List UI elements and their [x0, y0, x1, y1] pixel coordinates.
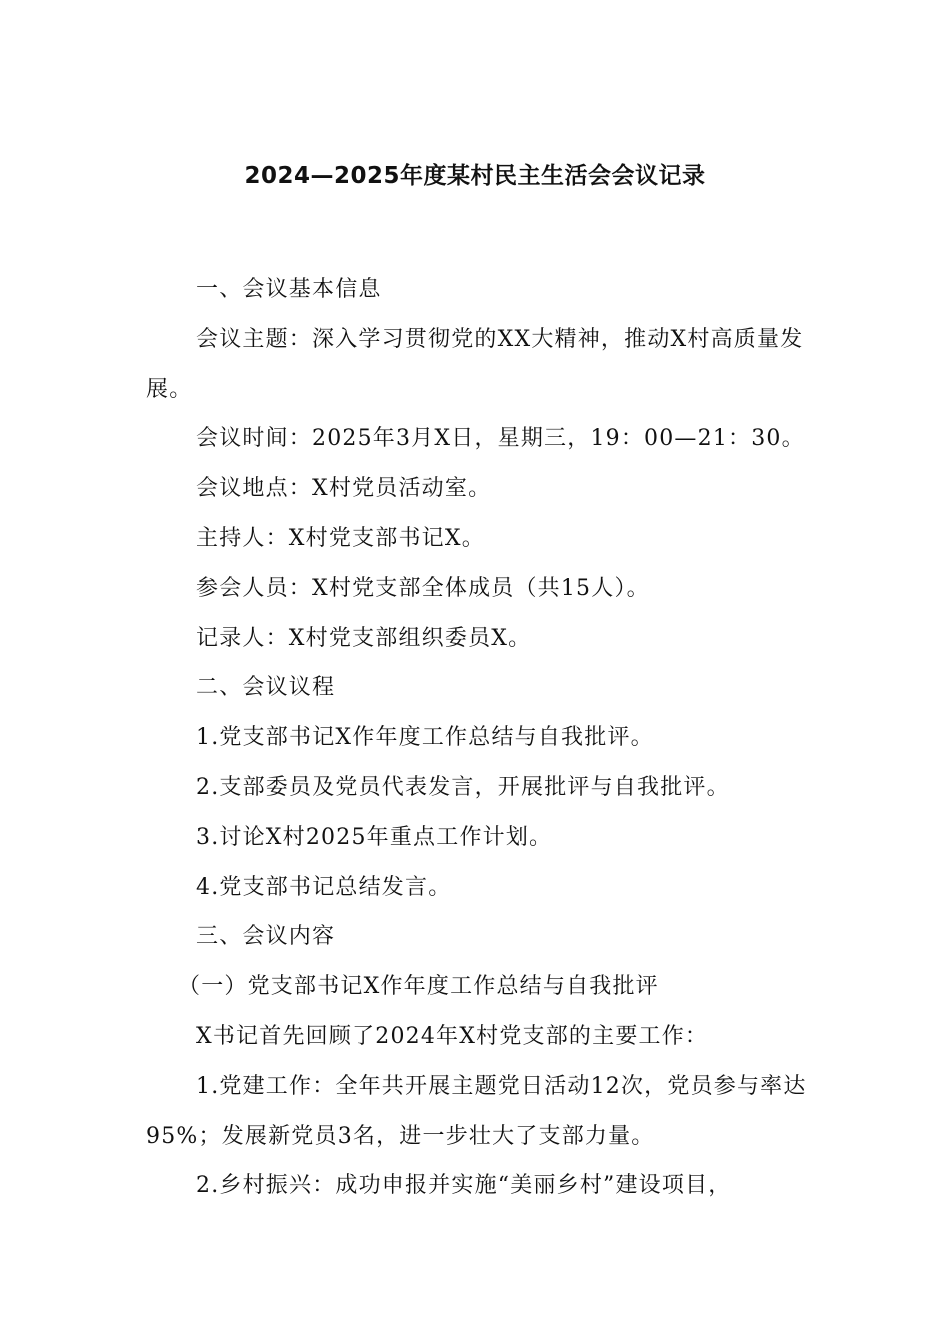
agenda-item: 3.讨论X村2025年重点工作计划。: [196, 824, 553, 850]
subsection-heading: （一）党支部书记X作年度工作总结与自我批评: [178, 974, 659, 1000]
meeting-theme: 会议主题：深入学习贯彻党的XX大精神，推动X村高质量发展。: [146, 326, 804, 402]
meeting-attendees: 参会人员：X村党支部全体成员（共15人）。: [196, 575, 650, 601]
agenda-item: 4.党支部书记总结发言。: [196, 874, 452, 900]
section-heading-agenda: 二、会议议程: [196, 675, 336, 701]
agenda-item: 2.支部委员及党员代表发言，开展批评与自我批评。: [196, 774, 730, 800]
meeting-recorder: 记录人：X村党支部组织委员X。: [196, 625, 532, 651]
meeting-time: 会议时间：2025年3月X日，星期三，19：00—21：30。: [196, 426, 805, 452]
content-paragraph: 2.乡村振兴：成功申报并实施“美丽乡村”建设项目，: [196, 1173, 732, 1199]
section-heading-content: 三、会议内容: [196, 924, 336, 950]
meeting-location: 会议地点：X村党员活动室。: [196, 476, 492, 502]
section-heading-basic-info: 一、会议基本信息: [196, 277, 382, 302]
document-title: 2024—2025年度某村民主生活会会议记录: [244, 163, 706, 189]
content-paragraph: 1.党建工作：全年共开展主题党日活动12次，党员参与率达95%；发展新党员3名，进一步壮大了支部力量。: [146, 1073, 807, 1149]
document-body: [146, 265, 810, 1211]
agenda-item: 1.党支部书记X作年度工作总结与自我批评。: [196, 725, 654, 751]
meeting-host: 主持人：X村党支部书记X。: [196, 525, 485, 551]
content-paragraph: X书记首先回顾了2024年X村党支部的主要工作：: [196, 1023, 709, 1049]
